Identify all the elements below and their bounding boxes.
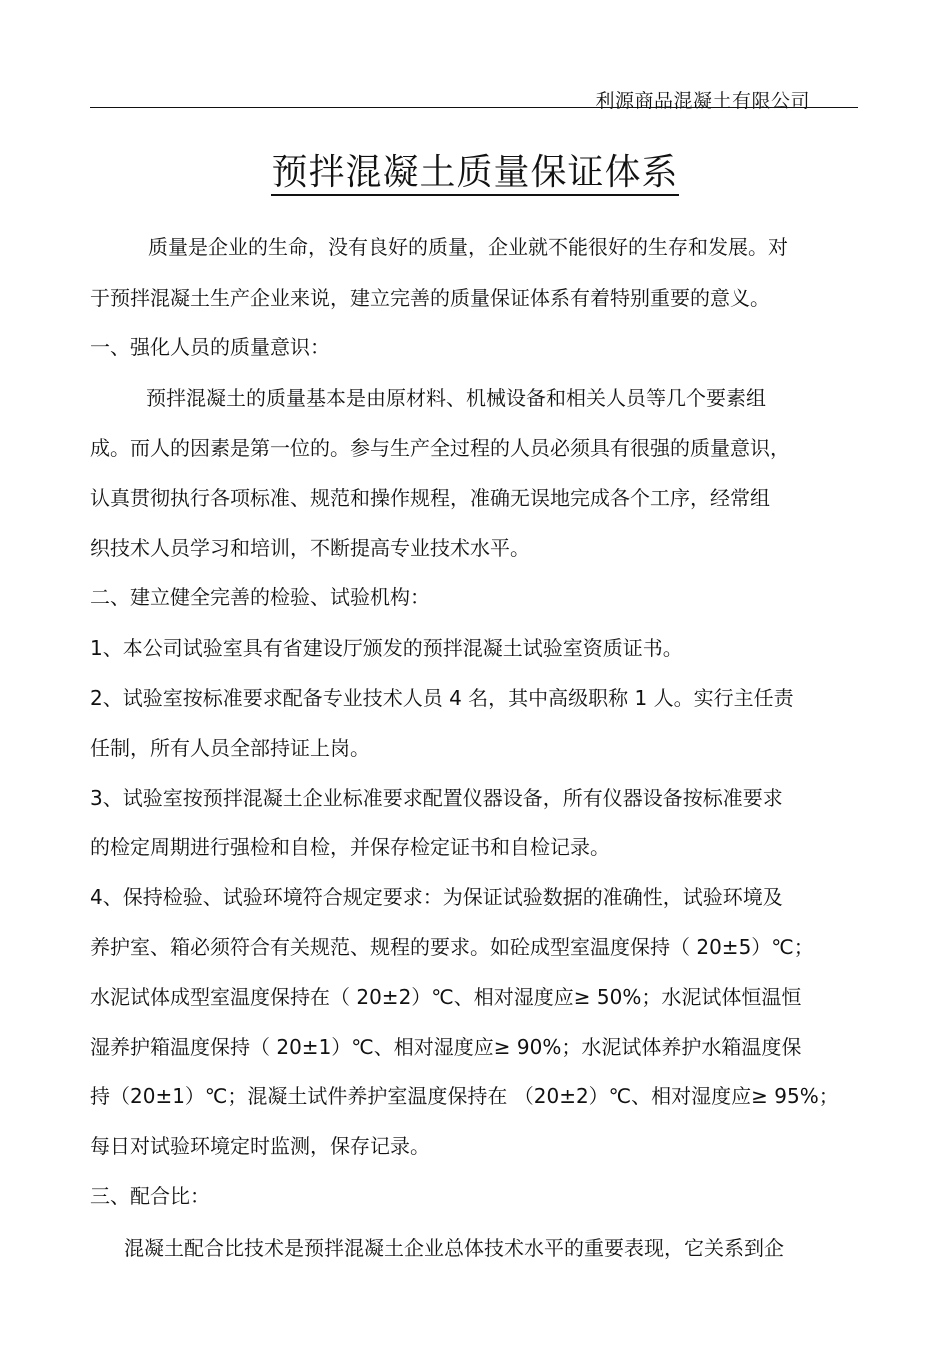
item-4-line-6: 每日对试验环境定时监测，保存记录。 — [90, 1134, 430, 1158]
intro-line-2: 于预拌混凝土生产企业来说，建立完善的质量保证体系有着特别重要的意义。 — [90, 286, 770, 310]
item-4-line-3: 水泥试体成型室温度保持在（ 20±2）℃、相对湿度应≥ 50%；水泥试体恒温恒 — [90, 985, 802, 1009]
section-heading-3: 三、配合比： — [90, 1184, 210, 1208]
item-4-line-2: 养护室、箱必须符合有关规范、规程的要求。如砼成型室温度保持（ 20±5）℃； — [90, 935, 814, 959]
intro-line-1: 质量是企业的生命，没有良好的质量，企业就不能很好的生存和发展。对 — [148, 235, 788, 259]
item-4-line-4: 湿养护箱温度保持（ 20±1）℃、相对湿度应≥ 90%；水泥试体养护水箱温度保 — [90, 1035, 802, 1059]
item-2-line-1: 2、试验室按标准要求配备专业技术人员 4 名，其中高级职称 1 人。实行主任责 — [90, 686, 794, 710]
section1-line-1: 预拌混凝土的质量基本是由原材料、机械设备和相关人员等几个要素组 — [146, 386, 766, 410]
section3-line-1: 混凝土配合比技术是预拌混凝土企业总体技术水平的重要表现，它关系到企 — [124, 1236, 784, 1260]
document-title-text: 预拌混凝土质量保证体系 — [271, 152, 678, 196]
section-heading-2: 二、建立健全完善的检验、试验机构： — [90, 585, 430, 609]
section1-line-4: 织技术人员学习和培训，不断提高专业技术水平。 — [90, 536, 530, 560]
header-company-name: 利源商品混凝土有限公司 — [595, 90, 810, 112]
section1-line-3: 认真贯彻执行各项标准、规范和操作规程，准确无误地完成各个工序，经常组 — [90, 486, 770, 510]
header-divider — [90, 107, 858, 108]
item-3-line-1: 3、试验室按预拌混凝土企业标准要求配置仪器设备，所有仪器设备按标准要求 — [90, 786, 783, 810]
section1-line-2: 成。而人的因素是第一位的。参与生产全过程的人员必须具有很强的质量意识， — [90, 436, 790, 460]
item-3-line-2: 的检定周期进行强检和自检，并保存检定证书和自检记录。 — [90, 835, 610, 859]
item-4-line-5: 持（20±1）℃；混凝土试件养护室温度保持在 （20±2）℃、相对湿度应≥ 95%； — [90, 1084, 839, 1108]
document-title — [0, 144, 950, 195]
item-4-line-1: 4、保持检验、试验环境符合规定要求：为保证试验数据的准确性，试验环境及 — [90, 885, 783, 909]
item-1-line-1: 1、本公司试验室具有省建设厅颁发的预拌混凝土试验室资质证书。 — [90, 636, 683, 660]
section-heading-1: 一、强化人员的质量意识： — [90, 335, 330, 359]
item-2-line-2: 任制，所有人员全部持证上岗。 — [90, 736, 370, 760]
